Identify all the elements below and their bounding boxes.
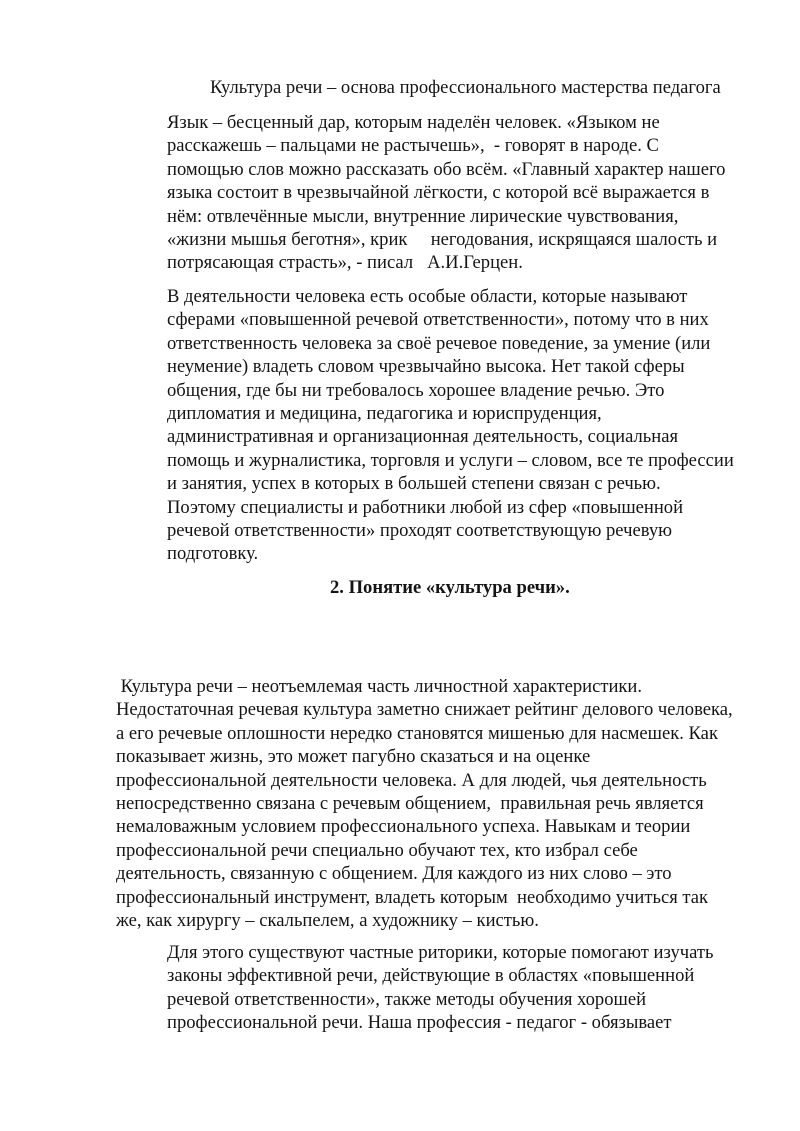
text-line: подготовку. (167, 543, 259, 565)
text-line: расскажешь – пальцами не растычешь», - говорят в народе. С (167, 135, 659, 157)
text-line: немаловажным условием профессионального успеха. Навыкам и теории (116, 816, 691, 838)
text-line: нём: отвлечённые мысли, внутренние лирические чувствования, (167, 205, 679, 227)
text-line: деятельность, связанную с общением. Для каждого из них слово – это (116, 863, 672, 885)
text-line: Язык – бесценный дар, которым наделён человек. «Языком не (167, 112, 660, 133)
text-line: дипломатия и медицина, педагогика и юриспруденция, (167, 403, 602, 425)
paragraph-speech-responsibility (167, 285, 752, 566)
text-line: «жизни мышья беготня», крик негодования, искрящаяся шалость и (167, 229, 718, 251)
text-line: ответственность человека за своё речевое поведение, за умение (или (167, 332, 711, 354)
text-line: административная и организационная деятельность, социальная (167, 426, 679, 448)
text-line: потрясающая страсть», - писал А.И.Герцен. (167, 252, 523, 274)
text-line: профессиональной деятельности человека. А для людей, чья деятельность (116, 769, 707, 791)
text-line: и занятия, успех в которых в большей степени связан с речью. (167, 473, 661, 495)
text-line: Недостаточная речевая культура заметно снижает рейтинг делового человека, (116, 699, 733, 721)
text-line: профессиональный инструмент, владеть которым необходимо учиться так (116, 886, 709, 908)
paragraph-language-gift (167, 111, 752, 275)
text-line: профессиональной речи. Наша профессия - педагог - обязывает (167, 1012, 672, 1034)
text-line: Культура речи – неотъемлемая часть личностной характеристики. (116, 676, 643, 697)
document-title: Культура речи – основа профессионального мастерства педагога (210, 77, 721, 98)
text-line: помощь и журналистика, торговля и услуги – словом, все те профессии (167, 449, 734, 471)
text-line: же, как хирургу – скальпелем, а художнику – кистью. (116, 910, 539, 932)
text-line: законы эффективной речи, действующие в областях «повышенной (167, 965, 695, 987)
paragraph-speech-culture (116, 675, 752, 932)
text-line: непосредственно связана с речевым общением, правильная речь является (116, 793, 704, 815)
text-line: неумение) владеть словом чрезвычайно высока. Нет такой сферы (167, 356, 685, 378)
text-line: В деятельности человека есть особые области, которые называют (167, 286, 688, 307)
text-line: профессиональной речи специально обучают тех, кто избрал себе (116, 839, 638, 861)
text-line: речевой ответственности» проходят соответствующую речевую (167, 520, 673, 542)
text-line: а его речевые оплошности нередко становятся мишенью для насмешек. Как (116, 722, 718, 744)
text-line: помощью слов можно рассказать обо всём. «Главный характер нашего (167, 158, 726, 180)
text-line: общения, где бы ни требовалось хорошее владение речью. Это (167, 379, 665, 401)
text-line: показывает жизнь, это может пагубно сказаться и на оценке (116, 746, 591, 768)
section-heading: 2. Понятие «культура речи». (330, 577, 570, 598)
text-line: Поэтому специалисты и работники любой из сфер «повышенной (167, 496, 684, 518)
text-line: Для этого существуют частные риторики, которые помогают изучать (167, 942, 714, 963)
text-line: языка состоит в чрезвычайной лёгкости, с которой всё выражается в (167, 182, 710, 204)
paragraph-rhetorics (167, 941, 752, 1035)
text-line: речевой ответственности», также методы обучения хорошей (167, 988, 647, 1010)
text-line: сферами «повышенной речевой ответственности», потому что в них (167, 309, 709, 331)
